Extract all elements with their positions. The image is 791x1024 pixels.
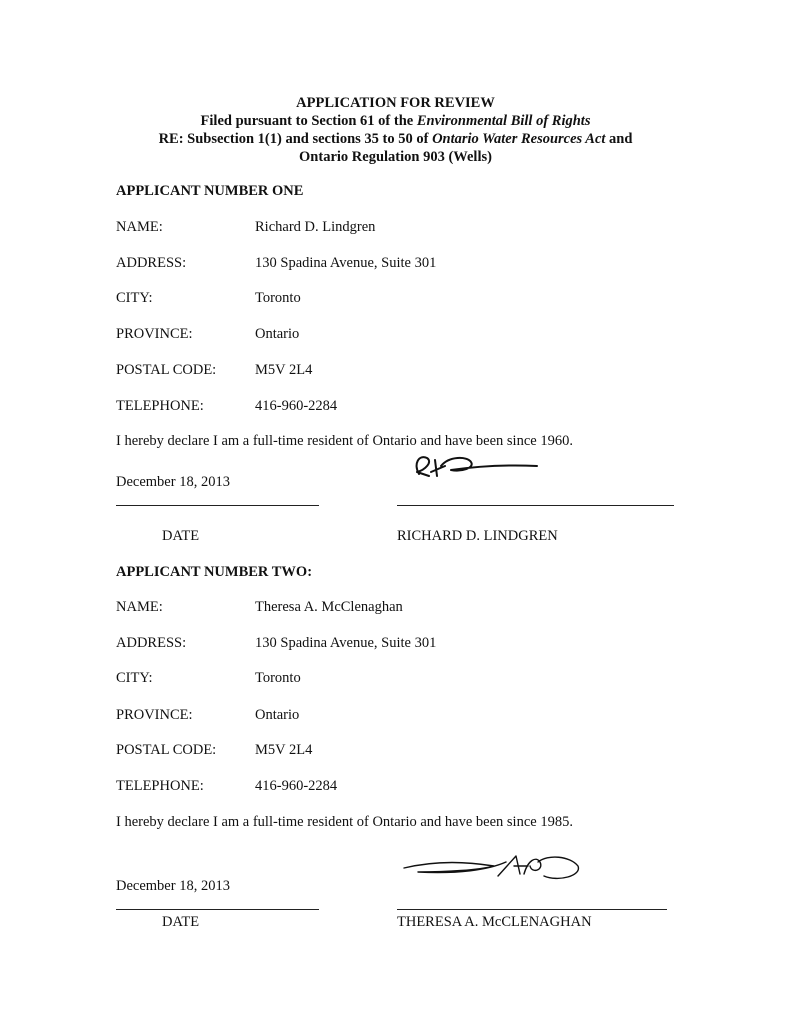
title-line-3-text: RE: Subsection 1(1) and sections 35 to 50 of [158, 131, 433, 147]
applicant-2-province-label: PROVINCE: [116, 707, 193, 723]
applicant-1-address-label: ADDRESS: [116, 255, 187, 271]
applicant-1-signatory: RICHARD D. LINDGREN [397, 528, 558, 544]
title-line-2 [0, 112, 791, 130]
applicant-2-address-label: ADDRESS: [116, 635, 187, 651]
title-line-3 [0, 130, 791, 148]
applicant-2-date: December 18, 2013 [116, 878, 230, 894]
applicant-2-postal: M5V 2L4 [255, 742, 313, 758]
applicant-1-date-line [116, 505, 319, 506]
applicant-2-name: Theresa A. McClenaghan [255, 599, 403, 615]
applicant-2-date-caption: DATE [162, 914, 200, 930]
applicant-1-postal: M5V 2L4 [255, 362, 313, 378]
applicant-1-name: Richard D. Lindgren [255, 219, 376, 235]
applicant-2-province: Ontario [255, 707, 300, 723]
applicant-1-address: 130 Spadina Avenue, Suite 301 [255, 255, 437, 271]
applicant-2-telephone: 416-960-2284 [255, 778, 338, 794]
applicant-1-signature-line [397, 505, 674, 506]
applicant-2-name-label: NAME: [116, 599, 163, 615]
applicant-1-postal-label: POSTAL CODE: [116, 362, 217, 378]
applicant-2-postal-label: POSTAL CODE: [116, 742, 217, 758]
applicant-2-signatory: THERESA A. McCLENAGHAN [397, 914, 592, 930]
applicant-1-signature [405, 452, 545, 482]
title-line-3-suffix: and [605, 131, 633, 147]
applicant-2-telephone-label: TELEPHONE: [116, 778, 204, 794]
applicant-2-signature [398, 848, 588, 888]
applicant-1-province-label: PROVINCE: [116, 326, 193, 342]
applicant-1-city: Toronto [255, 290, 301, 306]
document-title [0, 94, 791, 112]
applicant-1-name-label: NAME: [116, 219, 163, 235]
applicant-2-heading: APPLICANT NUMBER TWO: [116, 564, 313, 580]
applicant-1-province: Ontario [255, 326, 300, 342]
title-line-2-italic: Environmental Bill of Rights [416, 113, 591, 129]
applicant-1-date: December 18, 2013 [116, 474, 230, 490]
applicant-2-city: Toronto [255, 670, 301, 686]
applicant-1-heading: APPLICANT NUMBER ONE [116, 183, 304, 199]
title-line-3-italic: Ontario Water Resources Act [432, 131, 606, 147]
applicant-2-address: 130 Spadina Avenue, Suite 301 [255, 635, 437, 651]
applicant-2-declaration: I hereby declare I am a full-time resident of Ontario and have been since 1985. [116, 814, 573, 830]
applicant-1-telephone: 416-960-2284 [255, 398, 338, 414]
title-line-2-text: Filed pursuant to Section 61 of the [200, 113, 417, 129]
title-line-4 [0, 148, 791, 166]
applicant-1-telephone-label: TELEPHONE: [116, 398, 204, 414]
applicant-2-city-label: CITY: [116, 670, 153, 686]
title-line-1: APPLICATION FOR REVIEW [296, 95, 495, 111]
applicant-1-declaration: I hereby declare I am a full-time resident of Ontario and have been since 1960. [116, 433, 573, 449]
applicant-2-date-line [116, 909, 319, 910]
applicant-2-signature-line [397, 909, 667, 910]
applicant-1-city-label: CITY: [116, 290, 153, 306]
applicant-1-date-caption: DATE [162, 528, 200, 544]
title-line-4-text: Ontario Regulation 903 (Wells) [299, 149, 492, 165]
